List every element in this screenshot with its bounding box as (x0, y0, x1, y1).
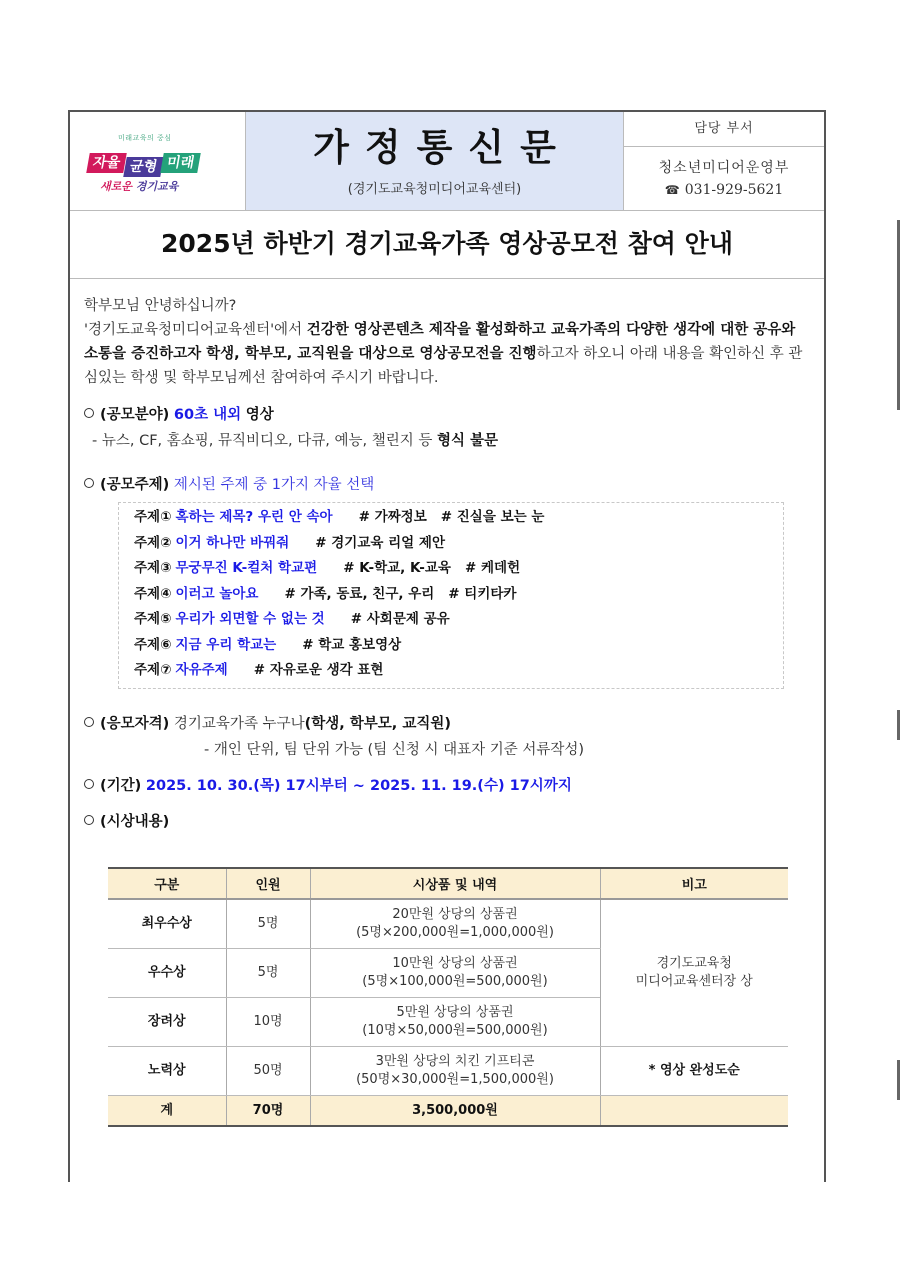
table-row: 노력상 50명 3만원 상당의 치킨 기프티콘 (50명×30,000원=1,500,000원) * 영상 완성도순 (108, 1047, 788, 1096)
section-field: (공모분야) 60초 내외 영상 - 뉴스, CF, 홈쇼핑, 뮤직비디오, 다큐, 예능, 챌린지 등 형식 불문 (84, 402, 814, 454)
theme-instruction: 제시된 주제 중 1가지 자율 선택 (173, 477, 375, 493)
department-phone: ☎ 031-929-5621 (664, 182, 784, 198)
merged-note: 경기도교육청 미디어교육센터장 상 (600, 899, 788, 1047)
logo-word-future: 미래 (160, 153, 201, 173)
logo-word-autonomy: 자율 (86, 153, 127, 173)
section-awards: (시상내용) (84, 809, 814, 835)
logo-word-balance: 균형 (123, 157, 164, 177)
topic-item: 주제⑦ 자유주제 # 자유로운 생각 표현 (134, 662, 384, 678)
bullet-circle-icon (84, 779, 94, 789)
field-highlight: 60초 내외 (173, 407, 242, 423)
section-qualification: (응모자격) 경기교육가족 누구나(학생, 학부모, 교직원) - 개인 단위, 팀 단위 가능 (팀 신청 시 대표자 기준 서류작성) (84, 711, 814, 763)
department-label: 담당 부서 (624, 112, 824, 147)
department-name: 청소년미디어운영부 (658, 160, 790, 176)
intro-text: '경기도교육청미디어교육센터'에서 건강한 영상콘텐츠 제작을 활성화하고 교육가족의 다양한 생각에 대한 공유와 소통을 증진하고자 학생, 학부모, 교직원을 대상으로 영상공모전을 진행하고자 하오니 아래 내용을 확인하신 후 관심있는 학생 및 학부모님께선 참여하여 주시기 바랍니다. (84, 322, 803, 386)
topic-item: 주제③ 무궁무진 K-컬처 학교편 # K-학교, K-교육 # 케데헌 (134, 560, 521, 576)
topic-item: 주제⑥ 지금 우리 학교는 # 학교 홍보영상 (134, 636, 402, 653)
department-box (624, 112, 824, 210)
bullet-circle-icon (84, 815, 94, 825)
table-row: 최우수상 5명 20만원 상당의 상품권 (5명×200,000원=1,000,000원) 경기도교육청 미디어교육센터장 상 (108, 899, 788, 949)
newsletter-subtitle: (경기도교육청미디어교육센터) (347, 182, 522, 197)
bullet-circle-icon (84, 478, 94, 488)
topic-item: 주제④ 이러고 놀아요 # 가족, 동료, 친구, 우리 # 티키타카 (134, 585, 517, 602)
topic-item: 주제⑤ 우리가 외면할 수 없는 것 # 사회문제 공유 (134, 611, 450, 627)
document-body (84, 294, 814, 835)
newsletter-title: 가정통신문 (313, 126, 572, 169)
section-period: (기간) 2025. 10. 30.(목) 17시부터 ~ 2025. 11. 19.(수) 17시까지 (84, 773, 814, 799)
logo-tagline: 미래교육의 중심 (118, 134, 172, 142)
topic-item: 주제① 혹하는 제목? 우린 안 속아 # 가짜정보 # 진실을 보는 눈 (134, 509, 545, 525)
notice-page (68, 110, 826, 1182)
section-theme: (공모주제) 제시된 주제 중 1가지 자율 선택 주제① 혹하는 제목? 우린 안 속아 # 가짜정보 # 진실을 보는 눈 주제② 이거 하나만 바꿔줘 # 경기교육 리얼 제안 주제③ 무궁무진 K-컬처 학교편 # K-학교, K-교육 # 케데헌 주제④ 이러고 놀아요 # 가족, 동료, 친구, 우리 # 티키타카 주제⑤ 우리가 외면할 수 없는 것 # 사회문제 공유 주제⑥ 지금 우리 학교는 # 학교 홍보영상 주제⑦ 자유주제 # 자유로운 생각 표현 (84, 472, 814, 689)
topic-item: 주제② 이거 하나만 바꿔줘 # 경기교육 리얼 제안 (134, 534, 445, 551)
intro-paragraph (84, 294, 814, 390)
bullet-circle-icon (84, 408, 94, 418)
gyeonggi-education-logo (70, 112, 246, 210)
logo-slogan: 새로운 경기교육 (100, 180, 179, 193)
greeting: 학부모님 안녕하십니까? (84, 298, 237, 314)
table-row: 우수상 5명 10만원 상당의 상품권 (5명×100,000원=500,000원) (108, 949, 788, 998)
topic-list-box (118, 502, 784, 689)
period-dates: 2025. 10. 30.(목) 17시부터 ~ 2025. 11. 19.(수) 17시까지 (145, 777, 572, 794)
telephone-icon: ☎ (664, 183, 680, 197)
document-title: 2025년 하반기 경기교육가족 영상공모전 참여 안내 (70, 210, 824, 279)
logo-words (88, 147, 199, 173)
note-completion: * 영상 완성도순 (600, 1047, 788, 1096)
table-total-row: 계 70명 3,500,000원 (108, 1096, 788, 1127)
newsletter-title-box (246, 112, 624, 210)
prize-table (108, 867, 788, 1127)
bullet-circle-icon (84, 717, 94, 727)
header-block (70, 112, 824, 211)
field-formats: - 뉴스, CF, 홈쇼핑, 뮤직비디오, 다큐, 예능, 챌린지 등 형식 불문 (92, 433, 499, 449)
prize-table-header: 구분 인원 시상품 및 내역 비고 (108, 868, 788, 899)
table-row: 장려상 10명 5만원 상당의 상품권 (10명×50,000원=500,000원) (108, 998, 788, 1047)
qualification-note: - 개인 단위, 팀 단위 가능 (팀 신청 시 대표자 기준 서류작성) (204, 741, 585, 758)
